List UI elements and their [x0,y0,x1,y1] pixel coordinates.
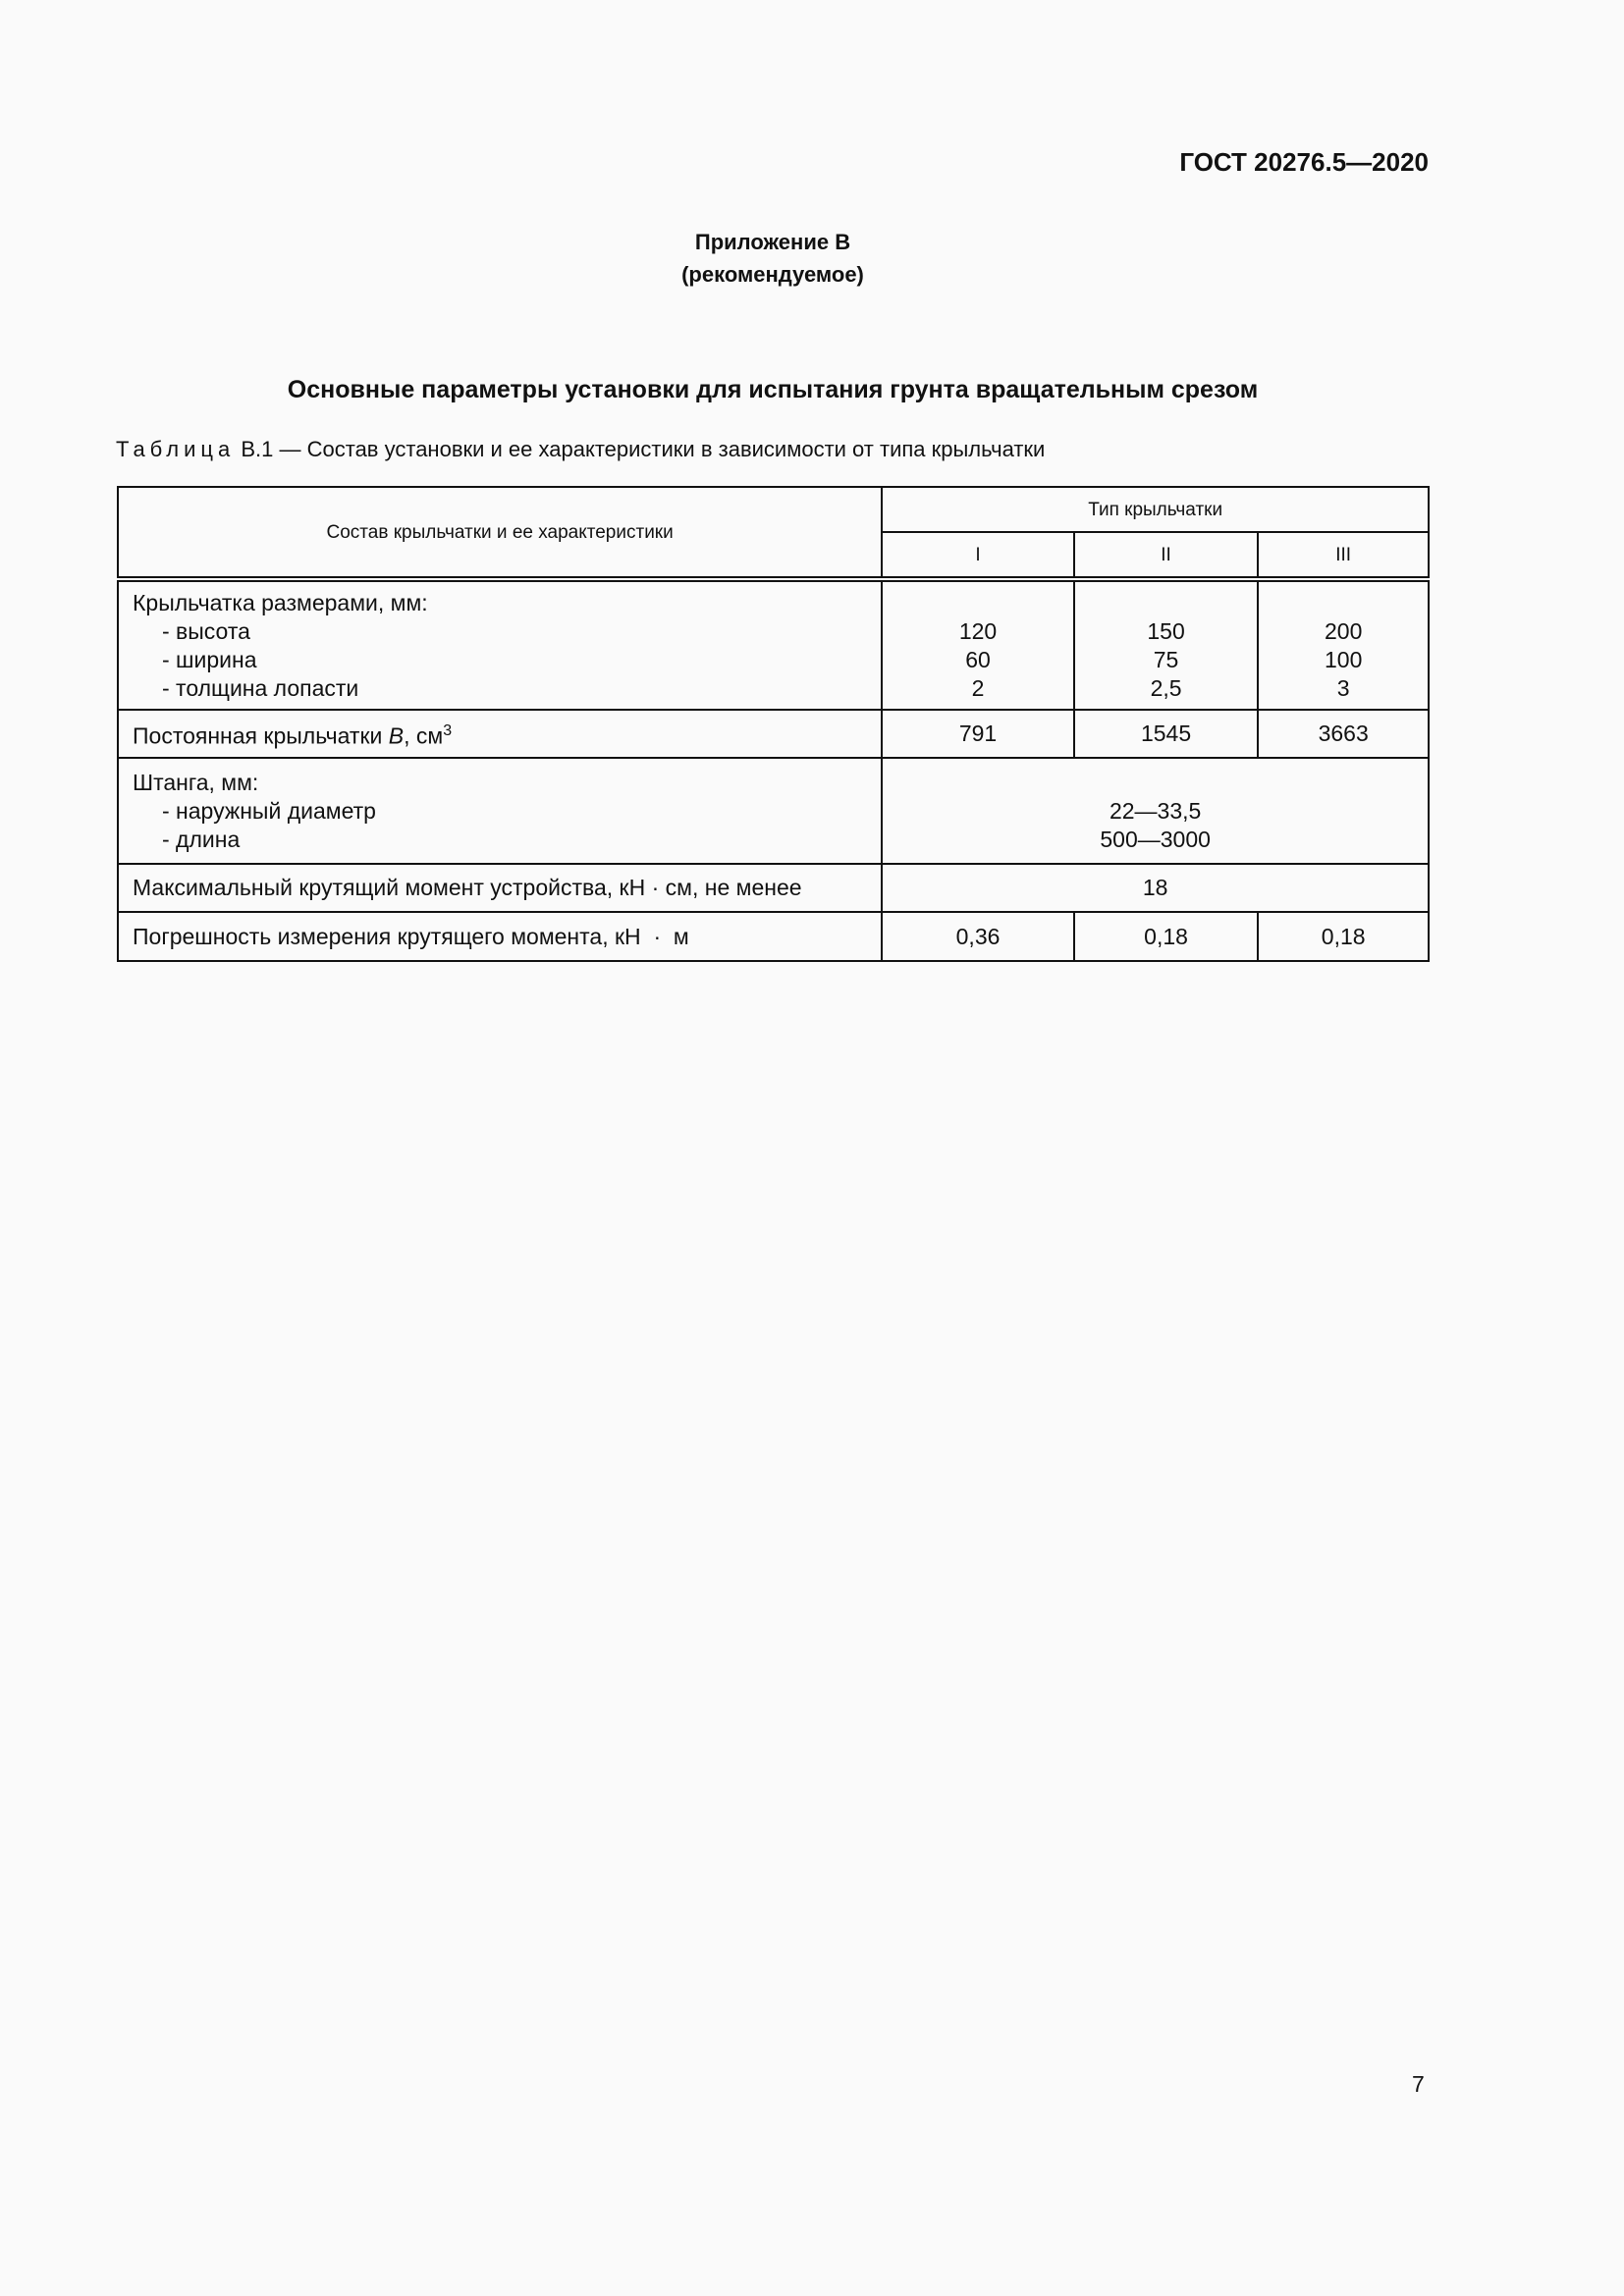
sub-label: - наружный диаметр [162,797,376,824]
type-header: I [882,532,1074,579]
table-row [118,912,1429,961]
table-row [118,758,1429,864]
table-header-row [118,487,1429,532]
value: 500—3000 [1100,826,1211,852]
cell [1074,579,1259,710]
page-number: 7 [1412,2071,1425,2097]
value: 60 [965,646,991,672]
section-title: Основные параметры установки для испытания грунта вращательным срезом [287,376,1259,403]
label-text: Штанга, мм: [133,769,259,795]
appendix-heading [0,226,1545,291]
document-id: ГОСТ 20276.5—2020 [1179,147,1429,177]
row-label [118,579,882,710]
value: 2 [971,674,985,701]
cell: 0,18 [1074,912,1259,961]
label-text: Постоянная крыльчатки [133,722,389,749]
sub-label: - ширина [162,646,257,672]
cell: 0,36 [882,912,1074,961]
sub-label: - высота [162,617,250,644]
value: 2,5 [1150,674,1182,701]
value: 22—33,5 [1109,797,1202,824]
appendix-subtitle: (рекомендуемое) [681,262,864,287]
type-header: II [1074,532,1259,579]
value: 75 [1153,646,1179,672]
value: 200 [1324,617,1363,644]
cell: 3663 [1258,710,1429,758]
cell: 791 [882,710,1074,758]
label-text: Крыльчатка размерами, мм: [133,589,428,615]
cell: 1545 [1074,710,1259,758]
sub-label: - толщина лопасти [162,674,359,701]
table-row [118,710,1429,758]
value: 100 [1324,646,1363,672]
value: 120 [958,617,998,644]
caption-text: В.1 — Состав установки и ее характеристики в зависимости от типа крыльчатки [235,437,1046,461]
cell [882,758,1429,864]
label-italic: B [388,722,405,749]
cell [1258,579,1429,710]
label-sup: 3 [443,722,453,740]
parameters-table [117,486,1430,962]
cell: 0,18 [1258,912,1429,961]
label-tail: , см [404,722,444,749]
cell: 18 [882,864,1429,912]
row-label [118,758,882,864]
value: 3 [1336,674,1350,701]
caption-prefix: Таблица [116,437,236,461]
table-row [118,864,1429,912]
table-row [118,579,1429,710]
group-header: Тип крыльчатки [882,487,1429,532]
value: 150 [1147,617,1185,644]
sub-label: - длина [162,826,241,852]
row-label [118,710,882,758]
type-header: III [1258,532,1429,579]
row-label: Максимальный крутящий момент устройства, кН · см, не менее [118,864,882,912]
cell [882,579,1074,710]
appendix-title: Приложение В [694,230,851,254]
row-label: Погрешность измерения крутящего момента, кН · м [118,912,882,961]
table-caption [116,437,1045,462]
col-header: Состав крыльчатки и ее характеристики [118,487,882,579]
